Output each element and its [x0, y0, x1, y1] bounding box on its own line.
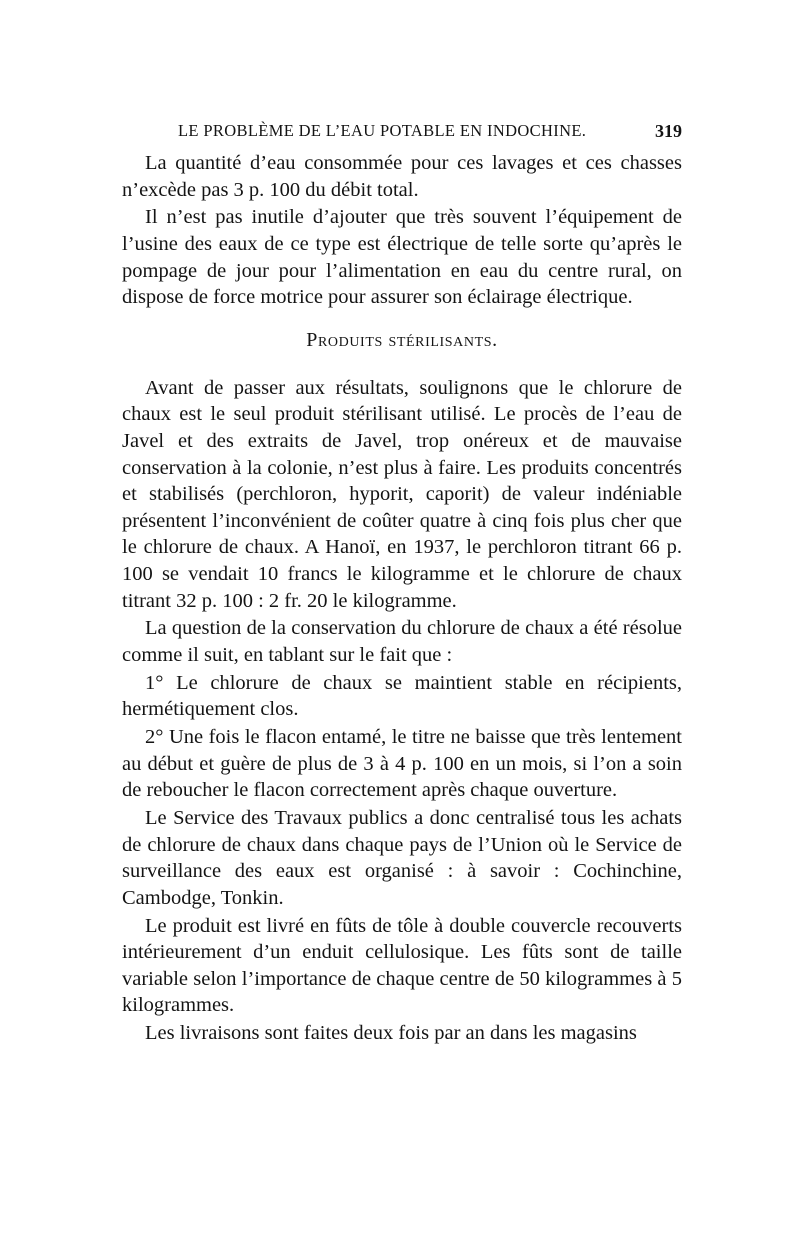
paragraph-service-travaux: Le Service des Travaux publics a donc centralisé tous les achats de chlorure de chaux dans chaque pays de l’Union où le Service de surveillance des eaux est organisé : à savoir : Cochinchine, Cambodge, Tonkin. — [122, 807, 682, 909]
section-heading: Produits stérilisants. — [306, 328, 498, 351]
paragraph-futs: Le produit est livré en fûts de tôle à double couvercle recouverts intérieurement d’un enduit cellulosique. Les fûts sont de taille variable selon l’importance de chaque centre de 50 kilogrammes à 5 kilogrammes. — [122, 914, 682, 1017]
page-number: 319 — [655, 121, 682, 141]
running-title: LE PROBLÈME DE L’EAU POTABLE EN INDOCHINE. — [178, 121, 587, 140]
paragraph-wash-water: La quantité d’eau consommée pour ces lavages et ces chasses n’excède pas 3 p. 100 du débit total. — [122, 152, 682, 201]
running-head — [178, 116, 682, 146]
paragraph-conservation-question: La question de la conservation du chlorure de chaux a été résolue comme il suit, en tablant sur le fait que : — [122, 617, 682, 666]
paragraph-point-2: 2° Une fois le flacon entamé, le titre ne baisse que très lentement au début et guère de plus de 3 à 4 p. 100 en un mois, si l’on a soin de reboucher le flacon correctement après chaque ouverture. — [122, 726, 682, 802]
paragraph-point-1: 1° Le chlorure de chaux se maintient stable en récipients, hermétiquement clos. — [122, 671, 682, 721]
body-text — [122, 150, 682, 1048]
paragraph-chlorure-de-chaux: Avant de passer aux résultats, soulignons que le chlorure de chaux est le seul produit stérilisant utilisé. Le procès de l’eau de Javel et des extraits de Javel, trop onéreux et de mauvaise conservation à la colonie, n’est plus à faire. Les produits concentrés et stabilisés (perchloron, hyporit, caporit) de valeur indéniable présentent l’inconvénient de coûter quatre à cinq fois plus cher que le chlorure de chaux. A Hanoï, en 1937, le perchloron titrant 66 p. 100 se vendait 10 francs le kilogramme et le chlorure de chaux titrant 32 p. 100 : 2 fr. 20 le kilogramme. — [122, 376, 682, 612]
paragraph-electric-equipment: Il n’est pas inutile d’ajouter que très souvent l’équipement de l’usine des eaux de ce type est électrique de telle sorte qu’après le pompage de jour pour l’alimentation en eau du centre rural, on dispose de force motrice pour assurer son éclairage électrique. — [122, 206, 682, 309]
paragraph-livraisons: Les livraisons sont faites deux fois par an dans les magasins — [145, 1022, 637, 1045]
